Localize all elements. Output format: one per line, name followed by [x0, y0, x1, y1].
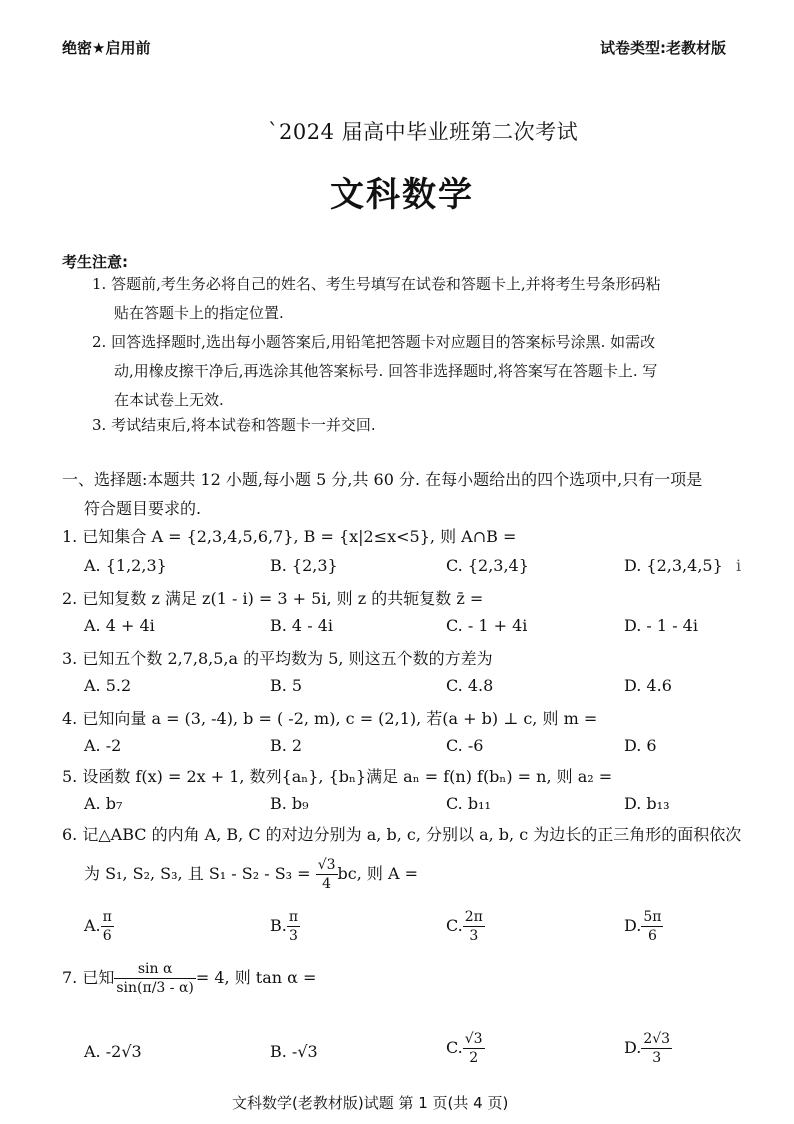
option-fraction	[287, 908, 300, 945]
question-5-stem: 5. 设函数 f(x) = 2x + 1, 数列{aₙ}, {bₙ}满足 aₙ = f(n) f(bₙ) = n, 则 a₂ =	[62, 767, 613, 786]
notice-heading: 考生注意:	[62, 253, 128, 271]
fraction-numerator: 2√3	[643, 1031, 671, 1047]
confidential-label: 绝密★启用前	[62, 39, 151, 57]
stray-mark: i	[736, 556, 742, 575]
option-letter: D.	[624, 1038, 642, 1057]
question-5-option-a: A. b₇	[84, 794, 123, 813]
question-3-option-d: D. 4.6	[624, 676, 672, 695]
notice-item-2-line-3: 在本试卷上无效.	[114, 391, 224, 409]
notice-item-3: 3. 考试结束后,将本试卷和答题卡一并交回.	[92, 416, 376, 434]
fraction-denominator: 2	[469, 1050, 479, 1066]
question-5-option-d: D. b₁₃	[624, 794, 670, 813]
question-2-option-c: C. - 1 + 4i	[446, 616, 528, 635]
option-fraction	[101, 908, 114, 945]
fraction-denominator: 6	[102, 928, 112, 944]
question-5-option-c: C. b₁₁	[446, 794, 491, 813]
question-6-stem-text: 为 S₁, S₂, S₃, 且 S₁ - S₂ - S₃ =	[84, 864, 316, 883]
fraction-numerator: π	[288, 909, 299, 925]
question-6-stem-line-2	[84, 856, 418, 893]
question-7-option-d	[624, 1030, 672, 1067]
question-2-option-b: B. 4 - 4i	[270, 616, 333, 635]
question-6-stem-line-1: 6. 记△ABC 的内角 A, B, C 的对边分别为 a, b, c, 分别以 a, b, c 为边长的正三角形的面积依次	[62, 825, 742, 844]
question-3-option-b: B. 5	[270, 676, 303, 695]
question-3-option-c: C. 4.8	[446, 676, 494, 695]
option-letter: D.	[624, 916, 642, 935]
question-1-option-b: B. {2,3}	[270, 556, 338, 575]
page-footer: 文科数学(老教材版)试题 第 1 页(共 4 页)	[232, 1094, 509, 1112]
notice-item-2-line-1: 2. 回答选择题时,选出每小题答案后,用铅笔把答题卡对应题目的答案标号涂黑. 如需改	[92, 333, 656, 351]
question-4-option-d: D. 6	[624, 736, 657, 755]
fraction-denominator: 3	[288, 928, 298, 944]
question-7-option-c	[446, 1030, 485, 1067]
question-4-stem: 4. 已知向量 a = (3, -4), b = ( -2, m), c = (2,1), 若(a + b) ⊥ c, 则 m =	[62, 709, 598, 728]
question-4-option-b: B. 2	[270, 736, 303, 755]
question-3-stem: 3. 已知五个数 2,7,8,5,a 的平均数为 5, 则这五个数的方差为	[62, 649, 493, 668]
question-7-stem-fraction	[114, 960, 196, 997]
option-letter: C.	[446, 916, 463, 935]
option-letter: A.	[84, 916, 101, 935]
question-6-option-b	[270, 908, 300, 945]
option-fraction	[641, 908, 663, 945]
notice-item-1-line-2: 贴在答题卡上的指定位置.	[114, 304, 284, 322]
question-2-stem: 2. 已知复数 z 满足 z(1 - i) = 3 + 5i, 则 z 的共轭复数 z̄ =	[62, 589, 484, 608]
question-2-option-d: D. - 1 - 4i	[624, 616, 698, 635]
question-2-option-a: A. 4 + 4i	[84, 616, 155, 635]
fraction-denominator: 3	[652, 1050, 662, 1066]
question-1-option-c: C. {2,3,4}	[446, 556, 529, 575]
question-6-stem-fraction	[316, 856, 338, 893]
question-7-option-b: B. -√3	[270, 1042, 318, 1061]
section-heading-line-2: 符合题目要求的.	[84, 499, 202, 518]
option-fraction	[463, 908, 485, 945]
fraction-denominator: 3	[469, 928, 479, 944]
question-1-option-a: A. {1,2,3}	[84, 556, 167, 575]
question-6-option-d	[624, 908, 663, 945]
question-1-stem: 1. 已知集合 A = {2,3,4,5,6,7}, B = {x|2≤x<5}, 则 A∩B =	[62, 527, 517, 546]
fraction-denominator: 6	[647, 928, 657, 944]
fraction-numerator: sin α	[114, 960, 196, 979]
option-letter: B.	[270, 916, 287, 935]
fraction-numerator: 5π	[643, 909, 662, 925]
question-7-stem-text: 7. 已知	[62, 968, 115, 987]
question-4-option-c: C. -6	[446, 736, 484, 755]
notice-item-2-line-2: 动,用橡皮擦干净后,再选涂其他答案标号. 回答非选择题时,将答案写在答题卡上. 写	[114, 362, 658, 380]
question-5-option-b: B. b₉	[270, 794, 309, 813]
option-fraction	[641, 1030, 672, 1067]
subject-title: 文科数学	[330, 175, 474, 215]
option-letter: C.	[446, 1038, 463, 1057]
question-6-option-a	[84, 908, 114, 945]
section-heading-line-1: 一、选择题:本题共 12 小题,每小题 5 分,共 60 分. 在每小题给出的四个选项中,只有一项是	[62, 470, 703, 489]
fraction-denominator: 4	[322, 876, 332, 892]
option-fraction	[463, 1030, 485, 1067]
fraction-numerator: √3	[317, 857, 336, 873]
fraction-numerator: 2π	[464, 909, 483, 925]
notice-item-1-line-1: 1. 答题前,考生务必将自己的姓名、考生号填写在试卷和答题卡上,并将考生号条形码粘	[92, 275, 661, 293]
question-7-option-a: A. -2√3	[84, 1042, 142, 1061]
question-1-option-d: D. {2,3,4,5}	[624, 556, 723, 575]
question-3-option-a: A. 5.2	[84, 676, 132, 695]
exam-title: `2024 届高中毕业班第二次考试	[268, 120, 579, 144]
question-7-stem	[62, 960, 316, 997]
question-6-stem-tail: bc, 则 A =	[337, 864, 419, 883]
paper-type-label: 试卷类型:老教材版	[600, 39, 726, 57]
question-4-option-a: A. -2	[84, 736, 122, 755]
question-6-option-c	[446, 908, 485, 945]
fraction-denominator: sin(π/3 - α)	[116, 980, 194, 996]
fraction-numerator: √3	[464, 1031, 483, 1047]
fraction-numerator: π	[102, 909, 112, 925]
question-7-stem-tail: = 4, 则 tan α =	[195, 968, 317, 987]
